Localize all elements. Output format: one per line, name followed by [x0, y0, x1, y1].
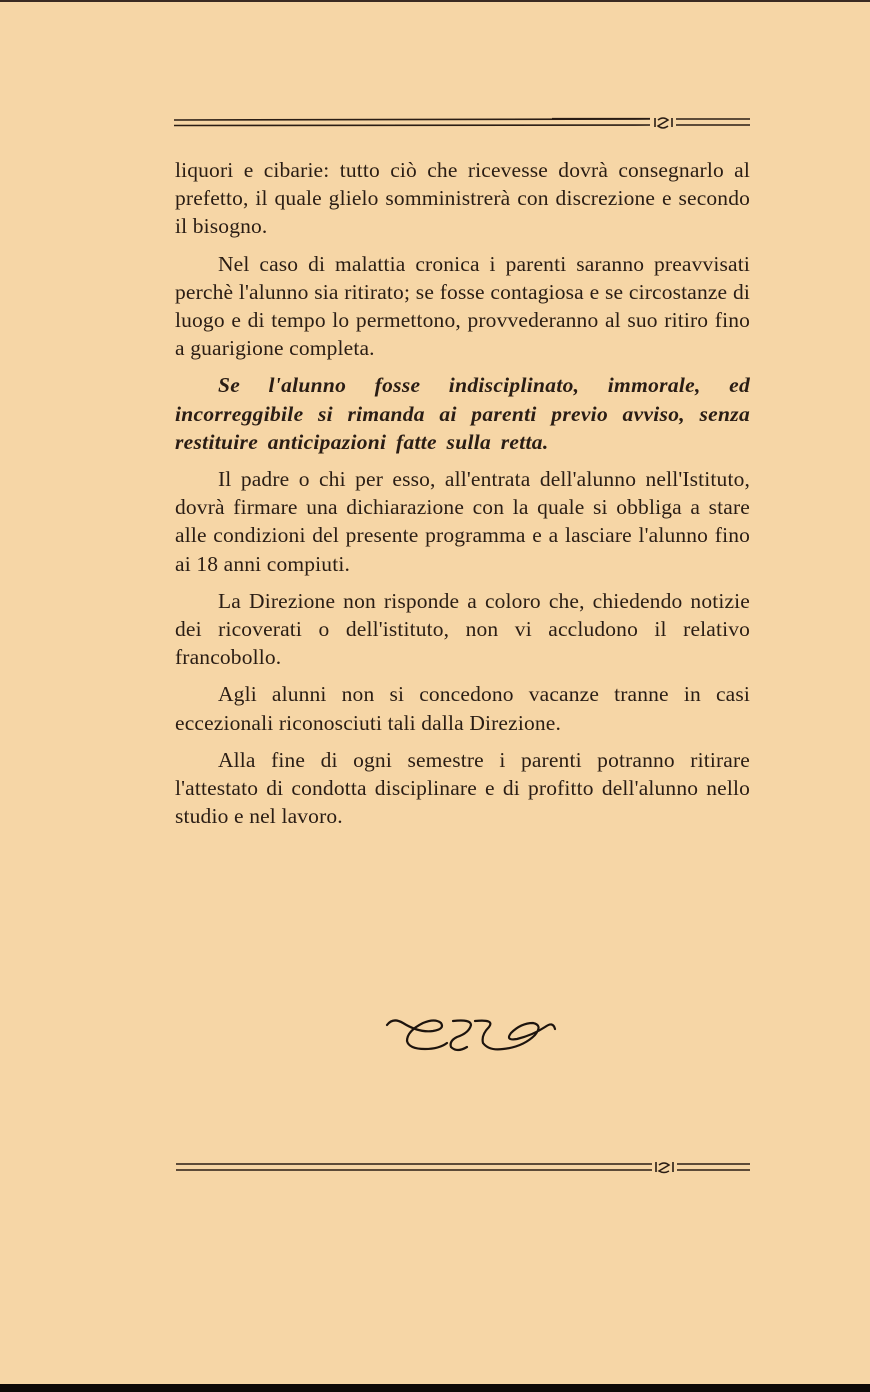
tailpiece-ornament: [385, 1015, 557, 1055]
paragraph-declaration: Il padre o chi per esso, all'entrata dell'alunno nell'Istituto, dovrà firmare una dichiarazione con la quale si obbliga a stare alle condizioni del presente programma e a lasciare l'alunno fino ai 18 anni compiuti.: [175, 467, 750, 576]
scan-top-edge: [0, 0, 870, 2]
bottom-double-rule: [172, 1160, 752, 1174]
double-rule-knot-icon: [172, 1160, 752, 1174]
paragraph-holidays: Agli alunni non si concedono vacanze tranne in casi eccezionali riconosciuti tali dalla Direzione.: [175, 682, 750, 735]
document-body: [175, 156, 750, 839]
scan-bottom-edge: [0, 1384, 870, 1392]
scroll-flourish-icon: [385, 1015, 557, 1055]
paragraph-certificate: Alla fine di ogni semestre i parenti potranno ritirare l'attestato di condotta disciplinare e di profitto dell'alunno nello studio e nel lavoro.: [175, 747, 750, 829]
paragraph-continuation: liquori e cibarie: tutto ciò che ricevesse dovrà consegnarlo al prefetto, il quale glielo somministrerà con discrezione e secondo il bisogno.: [175, 158, 750, 239]
double-rule-knot-icon: [172, 116, 752, 130]
top-double-rule: [172, 116, 752, 130]
paragraph-undisciplined-pupil: Se l'alunno fosse indisciplinato, immorale, ed incorreggibile si rimanda ai parenti previo avviso, senza restituire anticipazioni fatte sulla retta.: [175, 373, 750, 454]
paragraph-chronic-illness: Nel caso di malattia cronica i parenti saranno preavvisati perchè l'alunno sia ritirato; se fosse contagiosa e se circostanze di luogo e di tempo lo permettono, provvederanno al suo ritiro fino a guarigione completa.: [175, 251, 750, 361]
paragraph-stamp: La Direzione non risponde a coloro che, chiedendo notizie dei ricoverati o dell'istituto, non vi accludono il relativo francobollo.: [175, 588, 750, 670]
